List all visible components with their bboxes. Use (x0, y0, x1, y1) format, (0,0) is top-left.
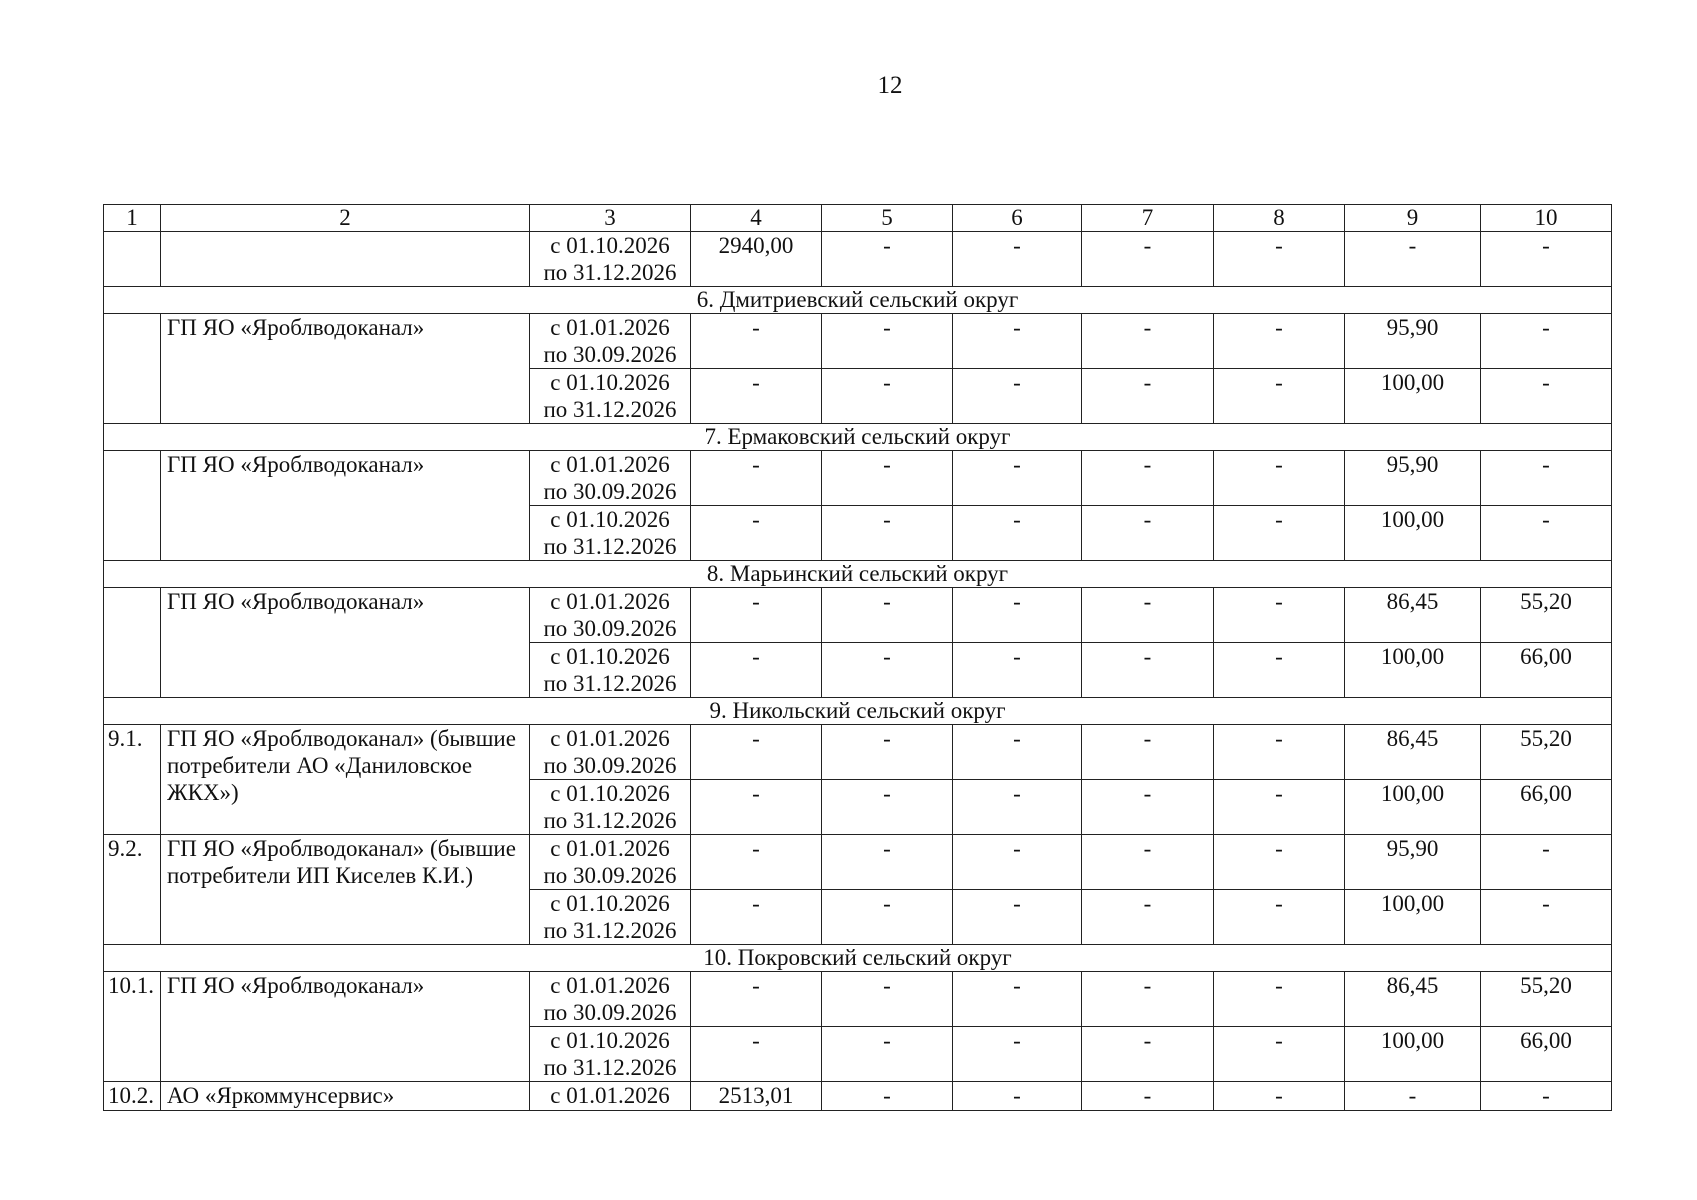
org-cell (161, 232, 530, 287)
value-cell: - (953, 314, 1082, 369)
value-cell: 66,00 (1481, 780, 1612, 835)
value-cell: - (1082, 972, 1214, 1027)
organization-name: ГП ЯО «Яроблводоканал» (161, 314, 530, 424)
period-cell (530, 1027, 691, 1082)
value-cell: - (1214, 369, 1345, 424)
value-cell: 55,20 (1481, 725, 1612, 780)
value-cell: - (822, 972, 953, 1027)
tariff-table (103, 204, 1612, 1111)
section-title-row (104, 698, 1612, 725)
period-to: по 30.09.2026 (543, 753, 677, 778)
value-cell: - (691, 725, 822, 780)
column-header: 10 (1481, 205, 1612, 232)
value-cell: - (822, 1027, 953, 1082)
value-cell: 55,20 (1481, 972, 1612, 1027)
row-number: 9.2. (104, 835, 161, 945)
period-cell: с 01.01.2026 (530, 1082, 691, 1111)
value-cell: - (1214, 890, 1345, 945)
period-from: с 01.10.2026 (550, 1028, 670, 1053)
value-cell: - (1082, 369, 1214, 424)
value-cell: - (691, 451, 822, 506)
value-cell: - (822, 588, 953, 643)
period-from: с 01.01.2026 (550, 836, 670, 861)
period-from: с 01.10.2026 (550, 370, 670, 395)
column-header: 3 (530, 205, 691, 232)
period-to: по 31.12.2026 (543, 808, 677, 833)
column-header: 1 (104, 205, 161, 232)
period-to: по 31.12.2026 (543, 397, 677, 422)
section-title-row (104, 945, 1612, 972)
section-title: 7. Ермаковский сельский округ (104, 424, 1612, 451)
value-cell: - (1481, 890, 1612, 945)
period-from: с 01.01.2026 (550, 726, 670, 751)
table-body (104, 205, 1612, 1111)
row-number: 10.2. (104, 1082, 161, 1111)
value-cell: 66,00 (1481, 1027, 1612, 1082)
period-cell (530, 835, 691, 890)
value-cell: - (1082, 725, 1214, 780)
period-from: с 01.01.2026 (550, 589, 670, 614)
period-to: по 31.12.2026 (543, 671, 677, 696)
period-cell (530, 588, 691, 643)
value-cell: - (953, 506, 1082, 561)
value-cell: - (822, 1082, 953, 1111)
column-header: 8 (1214, 205, 1345, 232)
value-cell: 86,45 (1345, 588, 1481, 643)
column-header: 5 (822, 205, 953, 232)
value-cell: - (953, 643, 1082, 698)
section-title-row (104, 287, 1612, 314)
period-to: по 31.12.2026 (543, 534, 677, 559)
value-cell: - (1082, 506, 1214, 561)
organization-name: ГП ЯО «Яроблводоканал» (бывшие потребители АО «Даниловское ЖКХ») (161, 725, 530, 835)
period-from: с 01.10.2026 (550, 781, 670, 806)
value-cell: - (691, 506, 822, 561)
column-header: 2 (161, 205, 530, 232)
column-header: 6 (953, 205, 1082, 232)
column-header-row (104, 205, 1612, 232)
value-cell: 86,45 (1345, 972, 1481, 1027)
value-cell: 95,90 (1345, 314, 1481, 369)
period-from: с 01.10.2026 (550, 233, 670, 258)
row-number: 9.1. (104, 725, 161, 835)
column-header: 7 (1082, 205, 1214, 232)
value-cell: - (1481, 314, 1612, 369)
row-number (104, 314, 161, 424)
value-cell: - (1214, 780, 1345, 835)
period-from: с 01.01.2026 (550, 452, 670, 477)
section-title: 10. Покровский сельский округ (104, 945, 1612, 972)
value-cell: - (822, 780, 953, 835)
table-row (104, 1082, 1612, 1111)
value-cell: - (691, 1027, 822, 1082)
value-cell: - (691, 314, 822, 369)
value-cell: - (822, 232, 953, 287)
column-header: 4 (691, 205, 822, 232)
value-cell: - (1082, 780, 1214, 835)
value-cell: 100,00 (1345, 780, 1481, 835)
organization-name: АО «Яркоммунсервис» (161, 1082, 530, 1111)
table-row (104, 725, 1612, 780)
value-cell: - (1082, 314, 1214, 369)
value-cell: - (1481, 835, 1612, 890)
period-from: с 01.01.2026 (550, 315, 670, 340)
value-cell: - (1214, 835, 1345, 890)
value-cell: 100,00 (1345, 1027, 1481, 1082)
value-cell: - (953, 890, 1082, 945)
table-row (104, 232, 1612, 287)
value-cell: - (1082, 232, 1214, 287)
section-title: 9. Никольский сельский округ (104, 698, 1612, 725)
value-cell: - (1214, 1027, 1345, 1082)
value-cell: - (953, 451, 1082, 506)
value-cell: - (1481, 369, 1612, 424)
value-cell: - (822, 506, 953, 561)
period-from: с 01.10.2026 (550, 507, 670, 532)
value-cell: 86,45 (1345, 725, 1481, 780)
value-cell: - (822, 725, 953, 780)
value-cell: - (953, 835, 1082, 890)
period-cell (530, 725, 691, 780)
value-cell: - (822, 643, 953, 698)
value-cell: - (953, 232, 1082, 287)
value-cell: - (1214, 972, 1345, 1027)
value-cell: - (1082, 451, 1214, 506)
period-to: по 30.09.2026 (543, 342, 677, 367)
table-row (104, 314, 1612, 369)
period-to: по 31.12.2026 (543, 1055, 677, 1080)
value-cell: - (1082, 1082, 1214, 1111)
period-cell (530, 972, 691, 1027)
value-cell: - (953, 780, 1082, 835)
period-from: с 01.01.2026 (550, 973, 670, 998)
value-cell: - (953, 972, 1082, 1027)
value-cell: 66,00 (1481, 643, 1612, 698)
value-cell: 100,00 (1345, 369, 1481, 424)
value-cell: 95,90 (1345, 835, 1481, 890)
section-title: 6. Дмитриевский сельский округ (104, 287, 1612, 314)
value-cell: - (953, 725, 1082, 780)
value-cell: - (691, 369, 822, 424)
row-number (104, 451, 161, 561)
value-cell: - (822, 451, 953, 506)
value-cell: - (1214, 588, 1345, 643)
value-cell: - (822, 835, 953, 890)
organization-name: ГП ЯО «Яроблводоканал» (161, 588, 530, 698)
value-cell: - (1481, 1082, 1612, 1111)
value-cell: - (822, 314, 953, 369)
period-to: по 30.09.2026 (543, 616, 677, 641)
value-cell: - (1214, 451, 1345, 506)
period-to: по 31.12.2026 (543, 260, 677, 285)
value-cell: - (1214, 725, 1345, 780)
value-cell: - (1214, 643, 1345, 698)
value-cell: 100,00 (1345, 890, 1481, 945)
row-number: 10.1. (104, 972, 161, 1082)
organization-name: ГП ЯО «Яроблводоканал» (161, 451, 530, 561)
period-from: с 01.10.2026 (550, 891, 670, 916)
section-title-row (104, 561, 1612, 588)
value-cell: 2940,00 (691, 232, 822, 287)
value-cell: - (822, 890, 953, 945)
value-cell: 95,90 (1345, 451, 1481, 506)
period-cell (530, 451, 691, 506)
table-row (104, 972, 1612, 1027)
num-cell (104, 232, 161, 287)
period-cell (530, 643, 691, 698)
table-row (104, 835, 1612, 890)
column-header: 9 (1345, 205, 1481, 232)
period-cell (530, 506, 691, 561)
row-number (104, 588, 161, 698)
value-cell: - (1082, 1027, 1214, 1082)
organization-name: ГП ЯО «Яроблводоканал» (бывшие потребители ИП Киселев К.И.) (161, 835, 530, 945)
value-cell: - (822, 369, 953, 424)
section-title-row (104, 424, 1612, 451)
value-cell: - (1214, 314, 1345, 369)
table-row (104, 451, 1612, 506)
table-row (104, 588, 1612, 643)
value-cell: - (1082, 835, 1214, 890)
period-cell (530, 314, 691, 369)
value-cell: - (691, 890, 822, 945)
value-cell: - (1214, 232, 1345, 287)
period-cell (530, 232, 691, 287)
value-cell: - (1345, 232, 1481, 287)
period-cell (530, 369, 691, 424)
section-title: 8. Марьинский сельский округ (104, 561, 1612, 588)
value-cell: 100,00 (1345, 643, 1481, 698)
value-cell: - (953, 1082, 1082, 1111)
value-cell: - (1214, 1082, 1345, 1111)
value-cell: - (953, 588, 1082, 643)
value-cell: - (1345, 1082, 1481, 1111)
period-cell (530, 780, 691, 835)
value-cell: - (691, 588, 822, 643)
value-cell: - (1214, 506, 1345, 561)
value-cell: - (1481, 232, 1612, 287)
period-to: по 30.09.2026 (543, 1000, 677, 1025)
page-number: 12 (877, 72, 903, 99)
period-cell (530, 890, 691, 945)
organization-name: ГП ЯО «Яроблводоканал» (161, 972, 530, 1082)
value-cell: - (691, 643, 822, 698)
period-to: по 30.09.2026 (543, 479, 677, 504)
period-to: по 30.09.2026 (543, 863, 677, 888)
value-cell: - (1082, 588, 1214, 643)
period-to: по 31.12.2026 (543, 918, 677, 943)
value-cell: - (953, 1027, 1082, 1082)
value-cell: 2513,01 (691, 1082, 822, 1111)
value-cell: - (953, 369, 1082, 424)
value-cell: 55,20 (1481, 588, 1612, 643)
value-cell: - (691, 780, 822, 835)
value-cell: - (1082, 643, 1214, 698)
period-from: с 01.10.2026 (550, 644, 670, 669)
value-cell: - (691, 835, 822, 890)
value-cell: - (691, 972, 822, 1027)
value-cell: - (1082, 890, 1214, 945)
value-cell: 100,00 (1345, 506, 1481, 561)
value-cell: - (1481, 506, 1612, 561)
value-cell: - (1481, 451, 1612, 506)
